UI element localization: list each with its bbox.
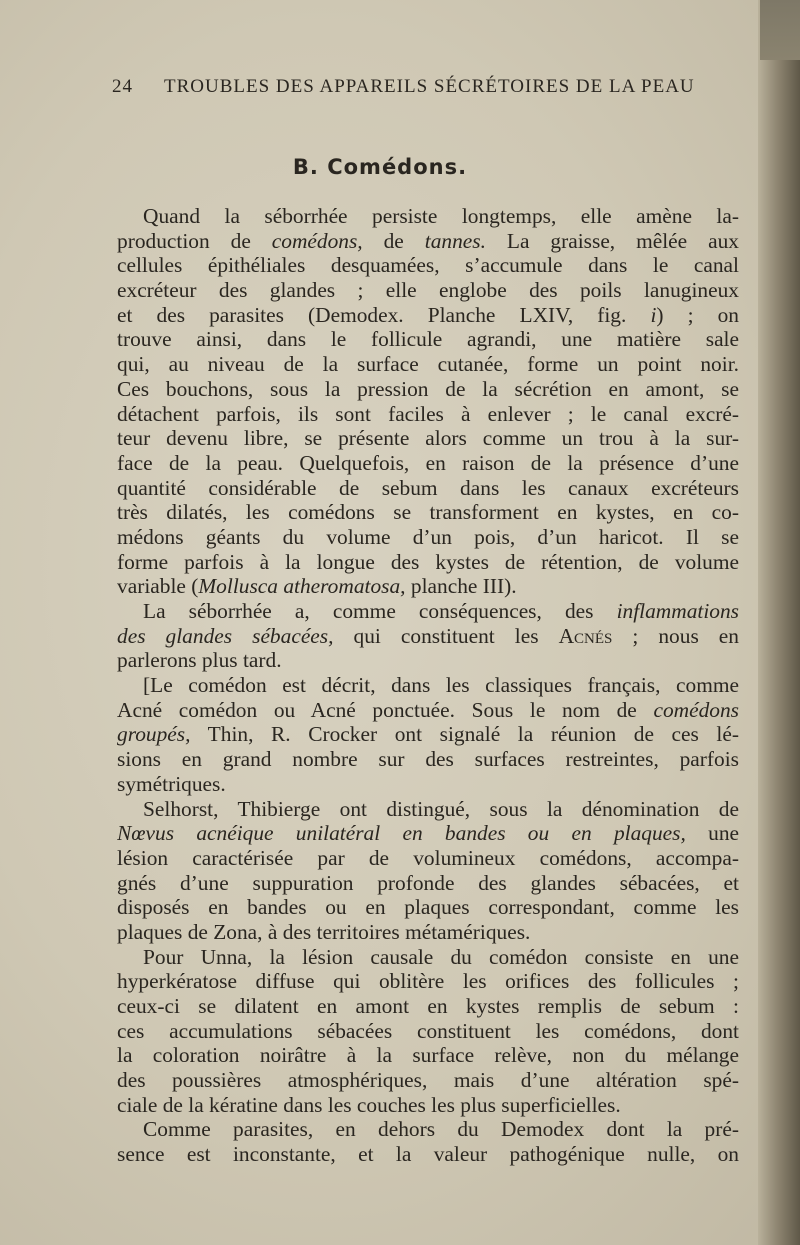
text-segment: forme parfois à la longue des kystes de rétention, de volume [117,549,739,574]
text-segment: qui, au niveau de la surface cutanée, forme un point noir. [117,352,739,377]
text-line [117,402,739,427]
text-line [117,500,739,525]
text-line [117,1093,739,1118]
text-segment: symétriques. [117,771,226,796]
text-line [117,722,739,747]
text-segment: production de [117,228,272,253]
text-segment: parlerons plus tard. [117,648,282,673]
text-line [117,846,739,871]
text-line [117,648,739,673]
text-segment: sence est inconstante, et la valeur pathogénique nulle, on [117,1142,739,1167]
text-segment: détachent parfois, ils sont faciles à enlever ; le canal excré- [117,401,739,426]
text-line [117,969,739,994]
text-segment: Quand la séborrhée persiste longtemps, elle amène la- [143,204,739,228]
text-line [117,772,739,797]
italic-text: Nœvus acnéique unilatéral en bandes ou en plaques, [117,821,686,846]
text-segment: sions en grand nombre sur des surfaces restreintes, parfois [117,747,739,772]
text-line [117,253,739,278]
text-segment: ) ; on [656,302,739,327]
text-line [117,229,739,254]
text-line [117,673,739,698]
text-line [117,821,739,846]
text-segment: gnés d’une suppuration profonde des glandes sébacées, et [117,870,739,895]
page-corner-stain [760,0,800,60]
text-line [117,1043,739,1068]
italic-text: comédons, [271,228,363,253]
running-title: TROUBLES DES APPAREILS SÉCRÉTOIRES DE LA PEAU [164,76,695,97]
text-segment: très dilatés, les comédons se transforment en kystes, en co- [117,500,739,525]
body-text [117,204,739,1167]
text-segment: Pour Unna, la lésion causale du comédon consiste en une [143,944,739,969]
text-line [117,278,739,303]
page-edge-shadow [758,0,800,1245]
text-segment: une [685,821,739,846]
italic-text: tannes. [424,228,486,253]
text-segment: hyperkératose diffuse qui oblitère les orifices des follicules ; [117,969,739,994]
text-line [117,994,739,1019]
text-line [117,747,739,772]
text-line [117,550,739,575]
text-segment: Acné comédon ou Acné ponctuée. Sous le nom de [117,697,654,722]
text-segment: teur devenu libre, se présente alors comme un trou à la sur- [117,426,739,451]
text-line [117,1068,739,1093]
italic-text: inflammations [616,599,739,623]
text-segment: Comme parasites, en dehors du Demodex dont la pré- [143,1117,739,1142]
text-line [117,599,739,624]
text-segment: lésion caractérisée par de volumineux comédons, accompa- [117,845,739,870]
text-segment: disposés en bandes ou en plaques correspondant, comme les [117,895,739,920]
text-segment: Selhorst, Thibierge ont distingué, sous la dénomination de [143,796,739,821]
text-line [117,327,739,352]
text-segment: face de la peau. Quelquefois, en raison de la présence d’une [117,450,739,475]
text-line [117,574,739,599]
text-segment: la coloration noirâtre à la surface relève, non du mélange [117,1043,739,1068]
text-line [117,698,739,723]
text-segment: [Le comédon est décrit, dans les classiques français, comme [143,673,739,698]
text-segment: La graisse, mêlée aux [485,228,739,253]
text-line [117,920,739,945]
text-segment: ceux-ci se dilatent en amont en kystes remplis de sebum : [117,994,739,1018]
italic-text: groupés, [117,722,191,747]
text-segment: ces accumulations sébacées constituent les comédons, dont [117,1018,739,1043]
italic-text: Mollusca atheromatosa, [198,574,406,599]
text-line [117,204,739,229]
text-line [117,303,739,328]
text-line [117,476,739,501]
text-line [117,426,739,451]
text-segment: de [362,228,425,253]
small-caps-text: Acnés [558,623,613,648]
text-line [117,525,739,550]
text-line [117,797,739,822]
running-header [112,76,712,98]
text-segment: Thin, R. Crocker ont signalé la réunion de ces lé- [190,722,739,747]
text-line [117,451,739,476]
text-segment: cellules épithéliales desquamées, s’accumule dans le canal [117,253,739,278]
text-line [117,871,739,896]
text-segment: planche III). [405,574,517,599]
italic-text: des glandes sébacées, [117,623,334,648]
section-title: B. Comédons. [292,155,468,179]
text-segment: médons géants du volume d’un pois, d’un haricot. Il se [117,524,739,549]
text-segment: et des parasites (Demodex. Planche LXIV, fig. [117,302,651,327]
text-line [117,352,739,377]
text-segment: ; nous en [612,623,739,648]
page-number: 24 [112,76,133,97]
text-line [117,1117,739,1142]
text-segment: Ces bouchons, sous la pression de la sécrétion en amont, se [117,376,739,401]
text-segment: des poussières atmosphériques, mais d’une altération spé- [117,1068,739,1093]
italic-text: i [650,302,657,327]
text-line [117,945,739,970]
text-line [117,624,739,649]
text-segment: La séborrhée a, comme conséquences, des [143,599,617,623]
text-segment: excréteur des glandes ; elle englobe des poils lanugineux [117,278,739,303]
text-line [117,377,739,402]
text-line [117,1142,739,1167]
text-segment: trouve ainsi, dans le follicule agrandi, une matière sale [117,327,739,352]
text-line [117,1019,739,1044]
italic-text: comédons [653,697,739,722]
text-segment: ciale de la kératine dans les couches les plus superficielles. [117,1092,621,1117]
text-segment: plaques de Zona, à des territoires métamériques. [117,919,531,944]
text-line [117,895,739,920]
text-segment: qui constituent les [333,623,559,648]
text-segment: quantité considérable de sebum dans les canaux excréteurs [117,475,739,500]
text-segment: variable ( [117,574,199,599]
